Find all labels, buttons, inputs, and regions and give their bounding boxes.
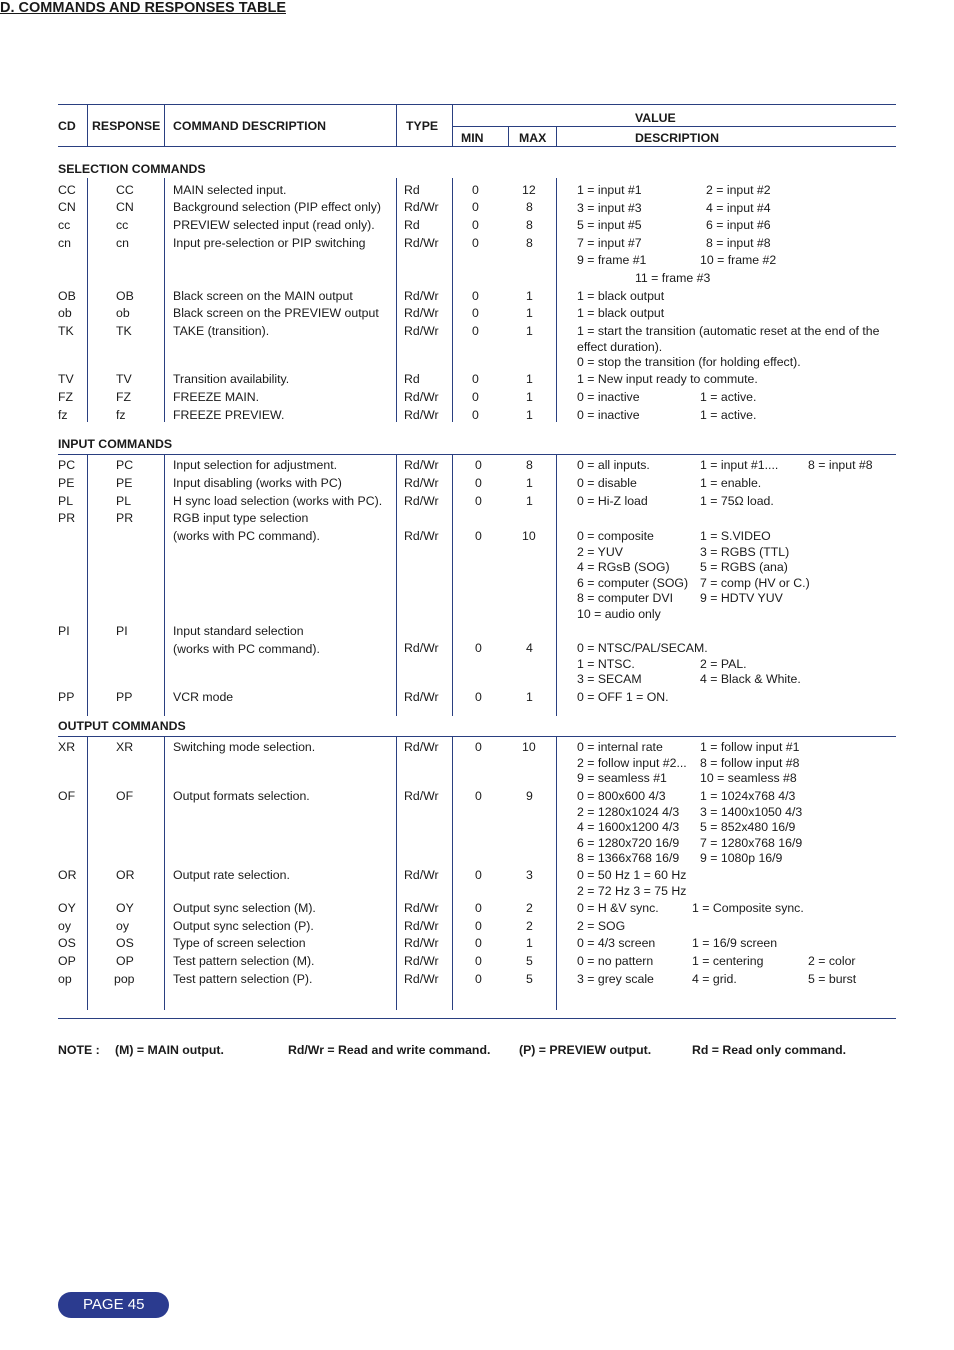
cell-value-description: 1 = active. — [700, 408, 757, 422]
cell-command-description: Input disabling (works with PC) — [173, 476, 342, 490]
cell-value-description: 4 = input #4 — [706, 200, 771, 215]
cell-value-description: 1 = black output — [577, 306, 665, 320]
cell-max: 1 — [526, 306, 533, 320]
cell-max: 1 — [526, 289, 533, 303]
cell-type: Rd/Wr — [404, 408, 439, 422]
cell-value-description: 8 = input #8 — [706, 235, 771, 250]
header-col-divider — [556, 126, 557, 146]
cell-min: 0 — [475, 868, 482, 882]
header-value-description: DESCRIPTION — [635, 131, 720, 145]
cell-min: 0 — [472, 236, 479, 250]
output-section-line — [58, 736, 896, 737]
cell-value-description: 1 = start the transition (automatic reset at the end of the — [577, 324, 880, 338]
cell-value-description: 1 = input #1.... — [700, 458, 779, 472]
col-divider — [452, 736, 453, 1010]
note-main-output: (M) = MAIN output. — [115, 1043, 224, 1057]
cell-value-description: 2 = 1280x1024 4/3 — [577, 804, 680, 819]
cell-min: 0 — [475, 476, 482, 490]
cell-response-code: pop — [114, 972, 135, 986]
cell-value-description: 10 = audio only — [577, 606, 661, 621]
cell-max: 5 — [526, 972, 533, 986]
cell-command-description: Input pre-selection or PIP switching — [173, 236, 366, 250]
cell-value-description: 9 = 1080p 16/9 — [700, 851, 783, 865]
cell-type: Rd/Wr — [404, 740, 439, 754]
cell-response-code: PR — [116, 511, 134, 525]
cell-command-description: Transition availability. — [173, 372, 290, 386]
cell-type: Rd/Wr — [404, 972, 439, 986]
cell-value-description: 1 = 16/9 screen — [692, 936, 778, 950]
input-section-line — [58, 454, 896, 455]
cell-response-code: PE — [116, 476, 133, 490]
cell-response-code: TV — [116, 372, 132, 386]
cell-command-description: Output formats selection. — [173, 789, 310, 803]
cell-type: Rd/Wr — [404, 529, 439, 543]
cell-value-description: 4 = grid. — [692, 972, 737, 986]
value-subheader-line — [452, 126, 896, 127]
cell-value-description: 2 = SOG — [577, 919, 626, 933]
cell-min: 0 — [472, 289, 479, 303]
cell-command-description: Black screen on the MAIN output — [173, 289, 353, 303]
cell-value-description: 2 = color — [808, 954, 856, 968]
cell-value-description: 4 = Black & White. — [700, 672, 801, 686]
col-divider — [396, 454, 397, 716]
note-read-write: Rd/Wr = Read and write command. — [288, 1043, 491, 1057]
cell-type: Rd/Wr — [404, 789, 439, 803]
cell-command-description: Input standard selection — [173, 624, 304, 638]
cell-max: 8 — [526, 458, 533, 472]
header-command-description: COMMAND DESCRIPTION — [173, 119, 327, 133]
cell-value-description: 0 = 800x600 4/3 — [577, 789, 666, 803]
col-divider — [396, 178, 397, 422]
section-title-output: OUTPUT COMMANDS — [58, 719, 186, 733]
page-number-badge: PAGE 45 — [58, 1292, 169, 1318]
cell-value-description: 9 = seamless #1 — [577, 771, 667, 785]
cell-type: Rd/Wr — [404, 324, 439, 338]
cell-value-description: 5 = RGBS (ana) — [700, 560, 788, 574]
cell-response-code: oy — [116, 919, 129, 933]
cell-value-description: 0 = 4/3 screen — [577, 936, 656, 950]
cell-value-description: 4 = RGsB (SOG) — [577, 560, 670, 574]
cell-command-code: OF — [58, 789, 76, 803]
cell-min: 0 — [475, 458, 482, 472]
cell-value-description: 0 = H &V sync. — [577, 901, 659, 915]
cell-value-description: 2 = input #2 — [706, 183, 771, 197]
cell-value-description: 0 = disable — [577, 476, 637, 490]
cell-response-code: fz — [116, 408, 126, 422]
cell-value-description: 0 = composite — [577, 529, 654, 543]
cell-response-code: cn — [116, 236, 129, 250]
cell-value-description: 4 = 1600x1200 4/3 — [577, 820, 680, 834]
cell-type: Rd/Wr — [404, 868, 439, 882]
cell-value-description: 2 = YUV — [577, 544, 623, 559]
cell-min: 0 — [472, 390, 479, 404]
col-divider — [164, 178, 165, 422]
cell-max: 1 — [526, 372, 533, 386]
header-bottom-border — [58, 146, 896, 147]
cell-max: 1 — [526, 690, 533, 704]
cell-response-code: OS — [116, 936, 134, 950]
cell-min: 0 — [475, 954, 482, 968]
header-type: TYPE — [406, 119, 439, 133]
cell-command-description: TAKE (transition). — [173, 324, 270, 338]
cell-max: 8 — [526, 236, 533, 250]
cell-min: 0 — [475, 641, 482, 655]
cell-type: Rd/Wr — [404, 458, 439, 472]
cell-type: Rd/Wr — [404, 200, 439, 214]
cell-response-code: PL — [116, 494, 132, 508]
cell-min: 0 — [475, 901, 482, 915]
header-min: MIN — [461, 131, 484, 145]
cell-command-code: oy — [58, 919, 71, 933]
cell-command-code: TV — [58, 372, 74, 386]
cell-command-code: PC — [58, 458, 76, 472]
cell-command-code: PL — [58, 494, 74, 508]
cell-value-description: 11 = frame #3 — [635, 270, 711, 285]
cell-command-code: fz — [58, 408, 68, 422]
cell-value-description: 0 = Hi-Z load — [577, 494, 648, 508]
cell-command-description: Type of screen selection — [173, 936, 306, 950]
cell-response-code: FZ — [116, 390, 132, 404]
cell-command-code: TK — [58, 324, 74, 338]
cell-response-code: CC — [116, 183, 134, 197]
cell-value-description: 8 = follow input #8 — [700, 755, 800, 770]
cell-type: Rd/Wr — [404, 289, 439, 303]
cell-value-description: 8 = input #8 — [808, 458, 873, 472]
cell-command-description: Output sync selection (M). — [173, 901, 316, 915]
cell-min: 0 — [475, 972, 482, 986]
cell-command-description: VCR mode — [173, 690, 234, 704]
cell-max: 4 — [526, 641, 533, 655]
cell-response-code: XR — [116, 740, 134, 754]
cell-max: 1 — [526, 390, 533, 404]
cell-response-code: PC — [116, 458, 134, 472]
header-col-divider — [508, 126, 509, 146]
note-read-only: Rd = Read only command. — [692, 1043, 847, 1057]
cell-command-code: PI — [58, 624, 70, 638]
cell-value-description: 0 = internal rate — [577, 740, 663, 754]
header-response: RESPONSE — [92, 119, 161, 133]
cell-value-description: 2 = follow input #2... — [577, 755, 687, 770]
cell-type: Rd/Wr — [404, 954, 439, 968]
cell-value-description: 3 = RGBS (TTL) — [700, 544, 790, 559]
cell-command-code: ob — [58, 306, 72, 320]
cell-max: 1 — [526, 324, 533, 338]
cell-value-description: 1 = 75Ω load. — [700, 494, 774, 508]
cell-value-description: 0 = no pattern — [577, 954, 654, 968]
header-col-divider — [396, 104, 397, 146]
cell-command-code: OB — [58, 289, 76, 303]
header-cd: CD — [58, 119, 76, 133]
cell-command-description: PREVIEW selected input (read only). — [173, 218, 375, 232]
cell-value-description: 5 = input #5 — [577, 218, 642, 232]
cell-min: 0 — [472, 372, 479, 386]
col-divider — [556, 736, 557, 1010]
cell-max: 3 — [526, 868, 533, 882]
cell-value-description: 3 = SECAM — [577, 672, 642, 686]
cell-command-code: OS — [58, 936, 76, 950]
cell-min: 0 — [472, 408, 479, 422]
cell-min: 0 — [472, 306, 479, 320]
cell-value-description: 2 = 72 Hz 3 = 75 Hz — [577, 883, 687, 898]
cell-command-code: FZ — [58, 390, 74, 404]
cell-value-description: 3 = 1400x1050 4/3 — [700, 804, 803, 819]
cell-type: Rd/Wr — [404, 936, 439, 950]
cell-value-description: 1 = enable. — [700, 476, 762, 490]
cell-command-description: Test pattern selection (P). — [173, 972, 313, 986]
col-divider — [556, 454, 557, 716]
cell-min: 0 — [475, 789, 482, 803]
cell-max: 10 — [522, 529, 536, 543]
cell-response-code: TK — [116, 324, 132, 338]
cell-value-description: 1 = input #1 — [577, 183, 642, 197]
cell-command-code: CC — [58, 183, 76, 197]
cell-type: Rd/Wr — [404, 641, 439, 655]
cell-command-code: PE — [58, 476, 75, 490]
header-col-divider — [164, 104, 165, 146]
cell-value-description: 1 = centering — [692, 954, 764, 968]
col-divider — [396, 736, 397, 1010]
cell-value-description: 5 = 852x480 16/9 — [700, 820, 796, 834]
cell-type: Rd/Wr — [404, 476, 439, 490]
cell-max: 1 — [526, 476, 533, 490]
cell-command-description: Test pattern selection (M). — [173, 954, 315, 968]
col-divider — [452, 178, 453, 422]
cell-max: 9 — [526, 789, 533, 803]
cell-max: 5 — [526, 954, 533, 968]
cell-response-code: PI — [116, 624, 128, 638]
cell-value-description: 0 = inactive — [577, 408, 640, 422]
cell-type: Rd/Wr — [404, 901, 439, 915]
cell-command-description: (works with PC command). — [173, 528, 320, 543]
section-title-input: INPUT COMMANDS — [58, 437, 173, 451]
cell-value-description: 3 = input #3 — [577, 200, 642, 215]
cell-min: 0 — [472, 200, 479, 214]
cell-value-description: 3 = grey scale — [577, 972, 654, 986]
cell-value-description: 7 = input #7 — [577, 235, 642, 250]
cell-command-description: RGB input type selection — [173, 511, 309, 525]
col-divider — [87, 178, 88, 422]
note-label: NOTE : — [58, 1043, 100, 1057]
cell-response-code: OF — [116, 789, 134, 803]
cell-type: Rd — [404, 183, 420, 197]
cell-value-description: 1 = S.VIDEO — [700, 529, 771, 543]
note-preview-output: (P) = PREVIEW output. — [519, 1043, 652, 1057]
cell-value-description: 8 = computer DVI — [577, 591, 674, 605]
cell-type: Rd — [404, 372, 420, 386]
cell-command-code: PR — [58, 511, 76, 525]
cell-min: 0 — [475, 919, 482, 933]
cell-value-description: 0 = all inputs. — [577, 458, 650, 472]
cell-command-code: XR — [58, 740, 76, 754]
cell-command-description: MAIN selected input. — [173, 183, 287, 197]
cell-type: Rd/Wr — [404, 494, 439, 508]
col-divider — [452, 454, 453, 716]
header-value: VALUE — [635, 111, 676, 125]
cell-response-code: OP — [116, 954, 134, 968]
col-divider — [164, 454, 165, 716]
cell-response-code: ob — [116, 306, 130, 320]
col-divider — [87, 736, 88, 1010]
cell-value-description: 0 = inactive — [577, 390, 640, 404]
cell-min: 0 — [472, 324, 479, 338]
cell-command-code: PP — [58, 690, 75, 704]
cell-value-description: 2 = PAL. — [700, 656, 747, 671]
cell-response-code: PP — [116, 690, 133, 704]
cell-command-code: OY — [58, 901, 76, 915]
section-title-selection: SELECTION COMMANDS — [58, 162, 206, 176]
cell-command-description: H sync load selection (works with PC). — [173, 494, 383, 508]
cell-response-code: CN — [116, 200, 134, 214]
cell-value-description: 0 = OFF 1 = ON. — [577, 690, 669, 704]
cell-min: 0 — [472, 183, 479, 197]
cell-command-code: OP — [58, 954, 76, 968]
cell-value-description: 10 = seamless #8 — [700, 771, 797, 785]
cell-type: Rd/Wr — [404, 690, 439, 704]
cell-value-description: 1 = NTSC. — [577, 656, 635, 671]
cell-max: 10 — [522, 740, 536, 754]
cell-response-code: OR — [116, 868, 135, 882]
col-divider — [164, 736, 165, 1010]
cell-max: 8 — [526, 200, 533, 214]
cell-type: Rd/Wr — [404, 390, 439, 404]
cell-type: Rd/Wr — [404, 306, 439, 320]
cell-max: 8 — [526, 218, 533, 232]
header-col-divider — [87, 104, 88, 146]
cell-value-description: 1 = New input ready to commute. — [577, 372, 758, 386]
cell-type: Rd/Wr — [404, 236, 439, 250]
cell-value-description: 8 = 1366x768 16/9 — [577, 851, 680, 865]
cell-command-description: Output sync selection (P). — [173, 919, 314, 933]
cell-value-description: effect duration). — [577, 339, 663, 354]
cell-max: 12 — [522, 183, 536, 197]
cell-value-description: 9 = frame #1 — [577, 253, 647, 267]
cell-type: Rd — [404, 218, 420, 232]
table-top-border — [58, 104, 896, 105]
cell-response-code: OY — [116, 901, 134, 915]
cell-command-code: CN — [58, 200, 76, 214]
cell-value-description: 6 = 1280x720 16/9 — [577, 835, 680, 850]
cell-min: 0 — [472, 218, 479, 232]
cell-max: 1 — [526, 494, 533, 508]
cell-value-description: 5 = burst — [808, 972, 857, 986]
cell-command-description: FREEZE PREVIEW. — [173, 408, 285, 422]
cell-value-description: 10 = frame #2 — [700, 253, 777, 267]
cell-min: 0 — [475, 494, 482, 508]
header-col-divider — [452, 104, 453, 146]
cell-command-code: OR — [58, 868, 77, 882]
cell-response-code: cc — [116, 218, 129, 232]
cell-value-description: 1 = follow input #1 — [700, 740, 800, 754]
cell-value-description: 0 = NTSC/PAL/SECAM. — [577, 641, 708, 655]
cell-value-description: 7 = comp (HV or C.) — [700, 575, 810, 590]
cell-command-description: FREEZE MAIN. — [173, 390, 260, 404]
cell-command-description: Switching mode selection. — [173, 740, 316, 754]
cell-command-code: cn — [58, 236, 71, 250]
header-max: MAX — [519, 131, 547, 145]
cell-max: 2 — [526, 901, 533, 915]
cell-type: Rd/Wr — [404, 919, 439, 933]
cell-command-description: Output rate selection. — [173, 868, 290, 882]
cell-value-description: 6 = computer (SOG) — [577, 575, 689, 590]
cell-command-description: Background selection (PIP effect only) — [173, 200, 382, 214]
cell-min: 0 — [475, 936, 482, 950]
cell-min: 0 — [475, 690, 482, 704]
cell-command-description: Black screen on the PREVIEW output — [173, 306, 379, 320]
cell-min: 0 — [475, 740, 482, 754]
col-divider — [87, 454, 88, 716]
cell-response-code: OB — [116, 289, 134, 303]
page-title: D. COMMANDS AND RESPONSES TABLE — [0, 0, 286, 16]
col-divider — [556, 178, 557, 422]
cell-value-description: 1 = black output — [577, 289, 665, 303]
cell-command-description: Input selection for adjustment. — [173, 458, 338, 472]
cell-command-code: op — [58, 972, 72, 986]
cell-max: 2 — [526, 919, 533, 933]
cell-value-description: 1 = active. — [700, 390, 757, 404]
cell-value-description: 1 = Composite sync. — [692, 901, 804, 915]
cell-value-description: 9 = HDTV YUV — [700, 591, 783, 605]
cell-command-code: cc — [58, 218, 71, 232]
cell-min: 0 — [475, 529, 482, 543]
cell-value-description: 1 = 1024x768 4/3 — [700, 789, 796, 803]
cell-value-description: 7 = 1280x768 16/9 — [700, 835, 803, 850]
cell-value-description: 0 = 50 Hz 1 = 60 Hz — [577, 868, 687, 882]
cell-value-description: 6 = input #6 — [706, 218, 771, 232]
cell-value-description: 0 = stop the transition (for holding effect). — [577, 355, 801, 369]
table-bottom-border — [58, 1018, 896, 1019]
cell-max: 1 — [526, 936, 533, 950]
cell-max: 1 — [526, 408, 533, 422]
cell-command-description: (works with PC command). — [173, 641, 320, 656]
